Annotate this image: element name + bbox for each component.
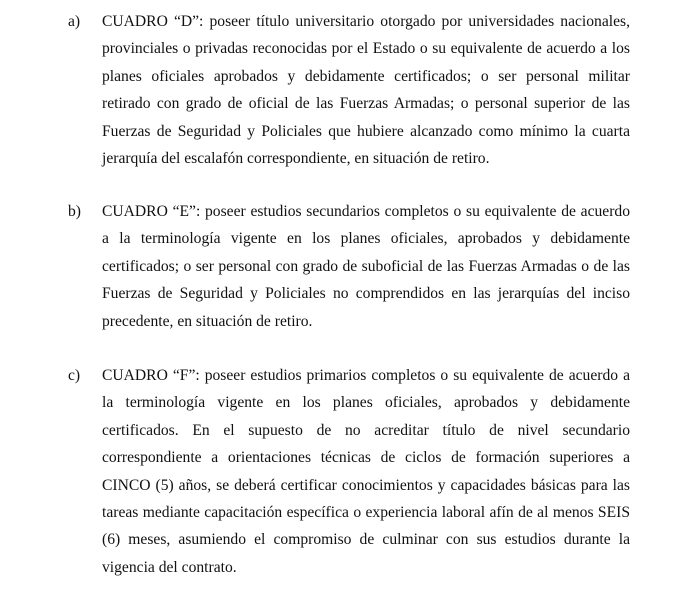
list-item-cuadro-e <box>68 198 630 335</box>
list-item-text: CUADRO “E”: poseer estudios secundarios completos o su equivalente de acuerdo a la terminología vigente en los planes oficiales, aprobados y debidamente certificados; o ser personal con grado de suboficial de las Fuerzas Armadas o de las Fuerzas de Seguridad y Policiales no comprendidos en las jerarquías del inciso precedente, en situación de retiro. <box>102 203 630 330</box>
list-item-text: CUADRO “F”: poseer estudios primarios completos o su equivalente de acuerdo a la terminología vigente en los planes oficiales, aprobados y debidamente certificados. En el supuesto de no acreditar título de nivel secundario correspondiente a orientaciones técnicas de ciclos de formación superiores a CINCO (5) años, se deberá certificar conocimientos y capacidades básicas para las tareas mediante capacitación específica o experiencia laboral afín de al menos SEIS (6) meses, asumiendo el compromiso de culminar con sus estudios durante la vigencia del contrato. <box>102 367 630 576</box>
list-item-cuadro-f <box>68 362 630 581</box>
list-marker: b) <box>68 203 81 220</box>
list-item-text: CUADRO “D”: poseer título universitario otorgado por universidades nacionales, provinciales o privadas reconocidas por el Estado o su equivalente de acuerdo a los planes oficiales aprobados y debidamente certificados; o ser personal militar retirado con grado de oficial de las Fuerzas Armadas; o personal superior de las Fuerzas de Seguridad y Policiales que hubiere alcanzado como mínimo la cuarta jerarquía del escalafón correspondiente, en situación de retiro. <box>102 13 630 168</box>
list-marker: c) <box>68 367 81 384</box>
list-marker: a) <box>68 13 81 30</box>
list-item-cuadro-d <box>68 8 630 172</box>
